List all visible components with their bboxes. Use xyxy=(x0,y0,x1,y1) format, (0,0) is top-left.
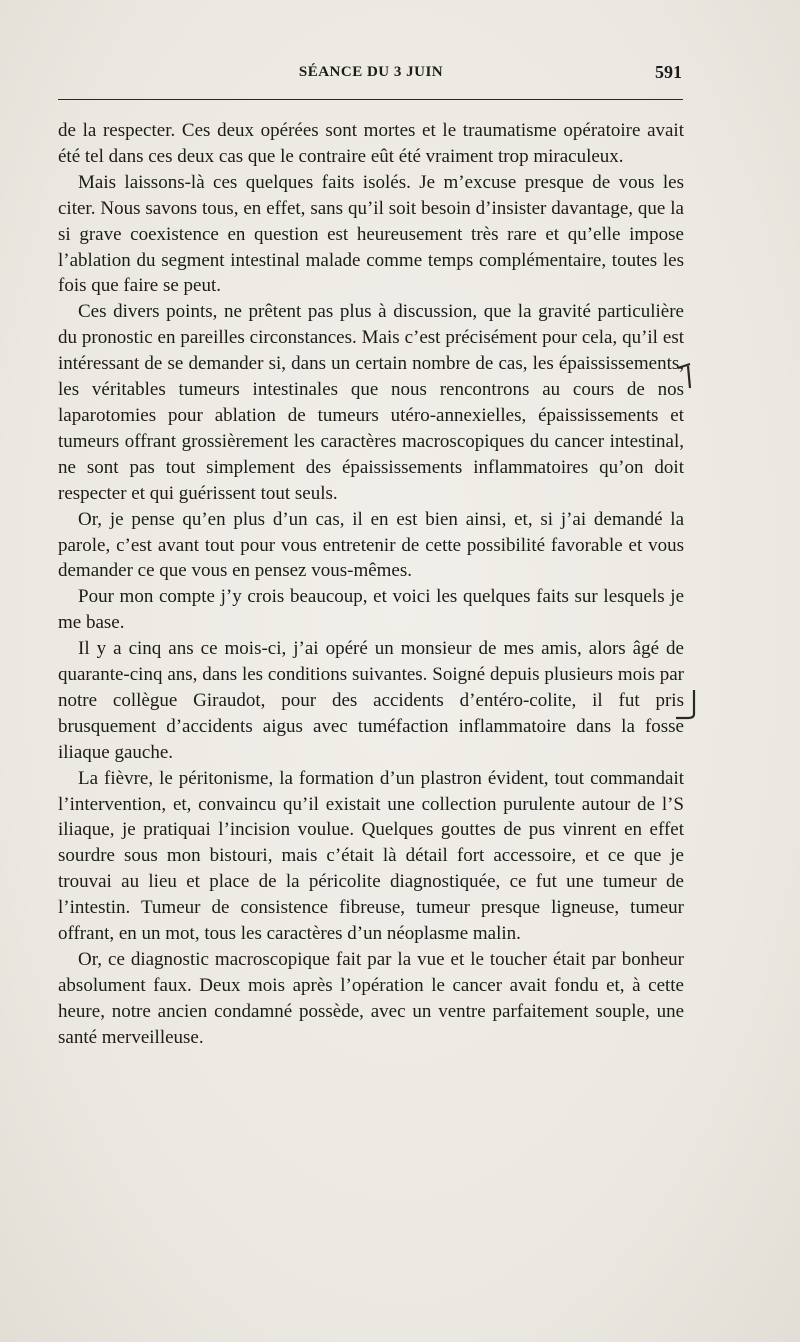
running-head xyxy=(60,62,682,86)
paragraph-7: La fièvre, le péritonisme, la formation d’un plastron évident, tout commandait l’intervention, et, convaincu qu’il existait une collection purulente autour de l’S iliaque, je pratiquai l’incision voulue. Quelques gouttes de pus vinrent en effet sourdre sous mon bistouri, mais c’était là détail fort accessoire, et ce que je trouvai au lieu et place de la péricolite diagnostiquée, ce fut une tumeur de l’intestin. Tumeur de consistence fibreuse, tumeur presque ligneuse, tumeur offrant, en un mot, tous les caractères d’un néoplasme malin. xyxy=(58,767,684,945)
page-number: 591 xyxy=(655,62,682,82)
paragraph-3: Ces divers points, ne prêtent pas plus à discussion, que la gravité particulière du pronostic en pareilles circonstances. Mais c’est précisément pour cela, qu’il est intéressant de se demander si, dans un certain nombre de cas, les épaississements, les véritables tumeurs intestinales que nous rencontrons au cours de nos laparotomies pour ablation de tumeurs utéro-annexielles, épaississements et tumeurs offrant grossièrement les caractères macroscopiques du cancer intestinal, ne sont pas tout simplement des épaississements inflammatoires qu’on doit respecter et qui guérissent tout seuls. xyxy=(58,301,684,504)
paragraph-2: Mais laissons-là ces quelques faits isolés. Je m’excuse presque de vous les citer. Nous savons tous, en effet, sans qu’il soit besoin d’insister davantage, que la si grave coexistence en question est heureusement très rare et qu’elle impose l’ablation du segment intestinal malade comme temps complémentaire, toutes les fois que faire se peut. xyxy=(58,171,684,297)
margin-mark-bottom xyxy=(676,688,700,724)
paragraph-5: Pour mon compte j’y crois beaucoup, et voici les quelques faits sur lesquels je me base. xyxy=(58,586,684,634)
margin-mark-top xyxy=(676,360,696,390)
running-title: SÉANCE DU 3 JUIN xyxy=(298,64,444,80)
paragraph-8: Or, ce diagnostic macroscopique fait par la vue et le toucher était par bonheur absolument faux. Deux mois après l’opération le cancer avait fondu et, à cette heure, notre ancien condamné possède, avec un ventre parfaitement souple, une santé merveilleuse. xyxy=(58,949,684,1048)
paragraph-4: Or, je pense qu’en plus d’un cas, il en est bien ainsi, et, si j’ai demandé la parole, c’est avant tout pour vous entretenir de cette possibilité favorable et vous demander ce que vous en pensez vous-mêmes. xyxy=(58,508,684,582)
paragraph-1: de la respecter. Ces deux opérées sont mortes et le traumatisme opératoire avait été tel dans ces deux cas que le contraire eût été vraiment trop miraculeux. xyxy=(58,120,684,167)
body-text xyxy=(58,118,684,1051)
paragraph-6: Il y a cinq ans ce mois-ci, j’ai opéré un monsieur de mes amis, alors âgé de quarante-cinq ans, dans les conditions suivantes. Soigné depuis plusieurs mois par notre collègue Giraudot, pour des accidents d’entéro-colite, il fut pris brusquement d’accidents aigus avec tuméfaction inflammatoire dans la fosse iliaque gauche. xyxy=(58,638,684,763)
header-rule xyxy=(58,99,683,100)
